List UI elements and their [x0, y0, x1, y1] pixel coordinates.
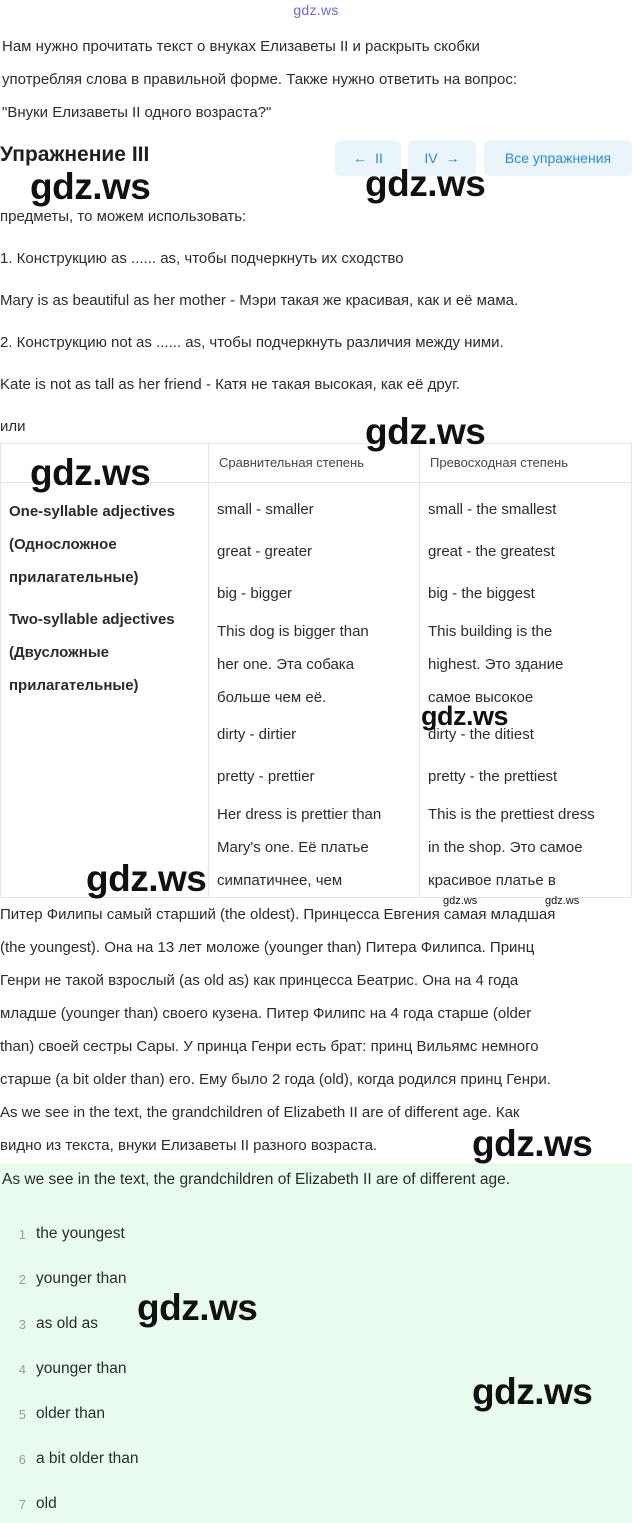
answer-text: younger than	[36, 1270, 127, 1287]
watermark-logo: gdz.ws	[137, 1287, 258, 1328]
table-cell-line: самое высокое	[428, 689, 534, 706]
site-name-link[interactable]: gdz.ws	[293, 2, 339, 18]
theory-line: 1. Конструкцию as ...... as, чтобы подчеркнуть их сходство	[0, 250, 404, 267]
theory-line: 2. Конструкцию not as ...... as, чтобы подчеркнуть различия между ними.	[0, 334, 504, 351]
story-line: видно из текста, внуки Елизаветы II разного возраста.	[0, 1137, 378, 1154]
watermark-logo: gdz.ws	[443, 895, 478, 907]
table-cell-line: highest. Это здание	[428, 656, 564, 673]
table-cell-superlative	[420, 483, 632, 898]
answer-item	[16, 1270, 127, 1289]
table-cell-line: dirty - dirtier	[217, 726, 297, 743]
intro-text	[2, 30, 602, 129]
table-header-comparative: Сравнительная степень	[209, 443, 420, 483]
table-cell-line: (Двусложные	[9, 644, 109, 661]
answer-text: old	[36, 1495, 57, 1512]
prev-exercise-label: II	[375, 150, 383, 166]
answer-item	[16, 1495, 57, 1514]
answer-number: 7	[18, 1497, 26, 1512]
answer-item	[16, 1405, 105, 1424]
comparison-table	[0, 443, 632, 898]
watermark-logo: gdz.ws	[30, 452, 151, 493]
table-cell-line: big - bigger	[217, 585, 293, 602]
table-cell-line: in the shop. Это самое	[428, 839, 583, 856]
watermark-logo: gdz.ws	[545, 895, 580, 907]
intro-line: употребляя слова в правильной форме. Также нужно ответить на вопрос:	[2, 71, 517, 88]
answer-text: as old as	[36, 1315, 99, 1332]
intro-line: Нам нужно прочитать текст о внуках Елизаветы II и раскрыть скобки	[2, 38, 480, 55]
answer-number: 1	[18, 1227, 26, 1242]
table-cell-line: Two-syllable adjectives	[9, 611, 175, 628]
theory-line: Mary is as beautiful as her mother - Мэри такая же красивая, как и её мама.	[0, 292, 519, 309]
watermark-logo: gdz.ws	[86, 858, 207, 899]
answer-lead: As we see in the text, the grandchildren of Elizabeth II are of different age.	[2, 1171, 511, 1188]
next-exercise-label: IV	[424, 150, 438, 166]
all-exercises-button[interactable]	[484, 140, 632, 176]
answer-text: the youngest	[36, 1225, 125, 1242]
table-header-superlative: Превосходная степень	[420, 443, 632, 483]
story-line: Питер Филипы самый старший (the oldest). Принцесса Евгения самая младшая	[0, 906, 556, 923]
theory-line: Kate is not as tall as her friend - Катя не такая высокая, как её друг.	[0, 376, 460, 393]
story-line: than) своей сестры Сары. У принца Генри есть брат: принц Вильямс немного	[0, 1038, 539, 1055]
arrow-left-icon: ←	[353, 150, 368, 166]
table-cell-line: This is the prettiest dress	[428, 806, 595, 823]
answer-item	[16, 1225, 125, 1244]
answer-text: older than	[36, 1405, 105, 1422]
answer-number: 4	[18, 1362, 26, 1377]
table-cell-line: pretty - prettier	[217, 768, 315, 785]
table-cell-line: прилагательные)	[9, 569, 139, 586]
table-cell-line: This dog is bigger than	[217, 623, 369, 640]
table-cell-line: dirty - the ditiest	[428, 726, 534, 743]
watermark-logo: gdz.ws	[30, 166, 151, 207]
story-line: As we see in the text, the grandchildren of Elizabeth II are of different age. Как	[0, 1104, 520, 1121]
answer-text: younger than	[36, 1360, 127, 1377]
table-cell-line: small - smaller	[217, 501, 314, 518]
table-cell-line: Mary's one. Её платье	[217, 839, 369, 856]
watermark-logo: gdz.ws	[472, 1371, 593, 1412]
story-line: старше (a bit older than) его. Ему было 2 года (old), когда родился принц Генри.	[0, 1071, 551, 1088]
answer-number: 6	[18, 1452, 26, 1467]
table-cell-line: симпатичнее, чем	[217, 872, 343, 889]
answer-item	[16, 1315, 98, 1334]
table-cell-adjective-types	[0, 483, 209, 898]
story-line: Генри не такой взрослый (as old as) как принцесса Беатрис. Она на 4 года	[0, 972, 519, 989]
table-cell-line: прилагательные)	[9, 677, 139, 694]
table-cell-line: great - greater	[217, 543, 313, 560]
story-line: (the youngest). Она на 13 лет моложе (younger than) Питера Филипса. Принц	[0, 939, 535, 956]
all-exercises-label: Все упражнения	[504, 150, 612, 166]
answer-number: 2	[18, 1272, 26, 1287]
answer-item	[16, 1450, 139, 1469]
answer-box	[0, 1163, 632, 1523]
table-cell-line: (Односложное	[9, 536, 117, 553]
story-line: младше (younger than) своего кузена. Питер Филипс на 4 года старше (older	[0, 1005, 532, 1022]
table-cell-line: красивое платье в	[428, 872, 556, 889]
arrow-right-icon: →	[445, 150, 460, 166]
table-cell-line: больше чем её.	[217, 689, 327, 706]
table-cell-comparative	[209, 483, 420, 898]
table-cell-line: Her dress is prettier than	[217, 806, 382, 823]
watermark-logo: gdz.ws	[421, 701, 509, 731]
watermark-logo: gdz.ws	[365, 411, 486, 452]
watermark-logo: gdz.ws	[365, 163, 486, 204]
answer-item	[16, 1360, 127, 1379]
answer-number: 5	[18, 1407, 26, 1422]
watermark-logo: gdz.ws	[472, 1123, 593, 1164]
intro-line: "Внуки Елизаветы II одного возраста?"	[2, 104, 272, 121]
table-cell-line: One-syllable adjectives	[9, 503, 175, 520]
table-cell-line: This building is the	[428, 623, 553, 640]
theory-line: или	[0, 418, 26, 435]
theory-line: предметы, то можем использовать:	[0, 208, 247, 225]
answer-number: 3	[18, 1317, 26, 1332]
table-cell-line: pretty - the prettiest	[428, 768, 558, 785]
answer-text: a bit older than	[36, 1450, 139, 1467]
table-cell-line: small - the smallest	[428, 501, 557, 518]
table-cell-line: great - the greatest	[428, 543, 555, 560]
exercise-title: Упражнение III	[0, 143, 150, 166]
table-cell-line: her one. Эта собака	[217, 656, 355, 673]
table-cell-line: big - the biggest	[428, 585, 535, 602]
